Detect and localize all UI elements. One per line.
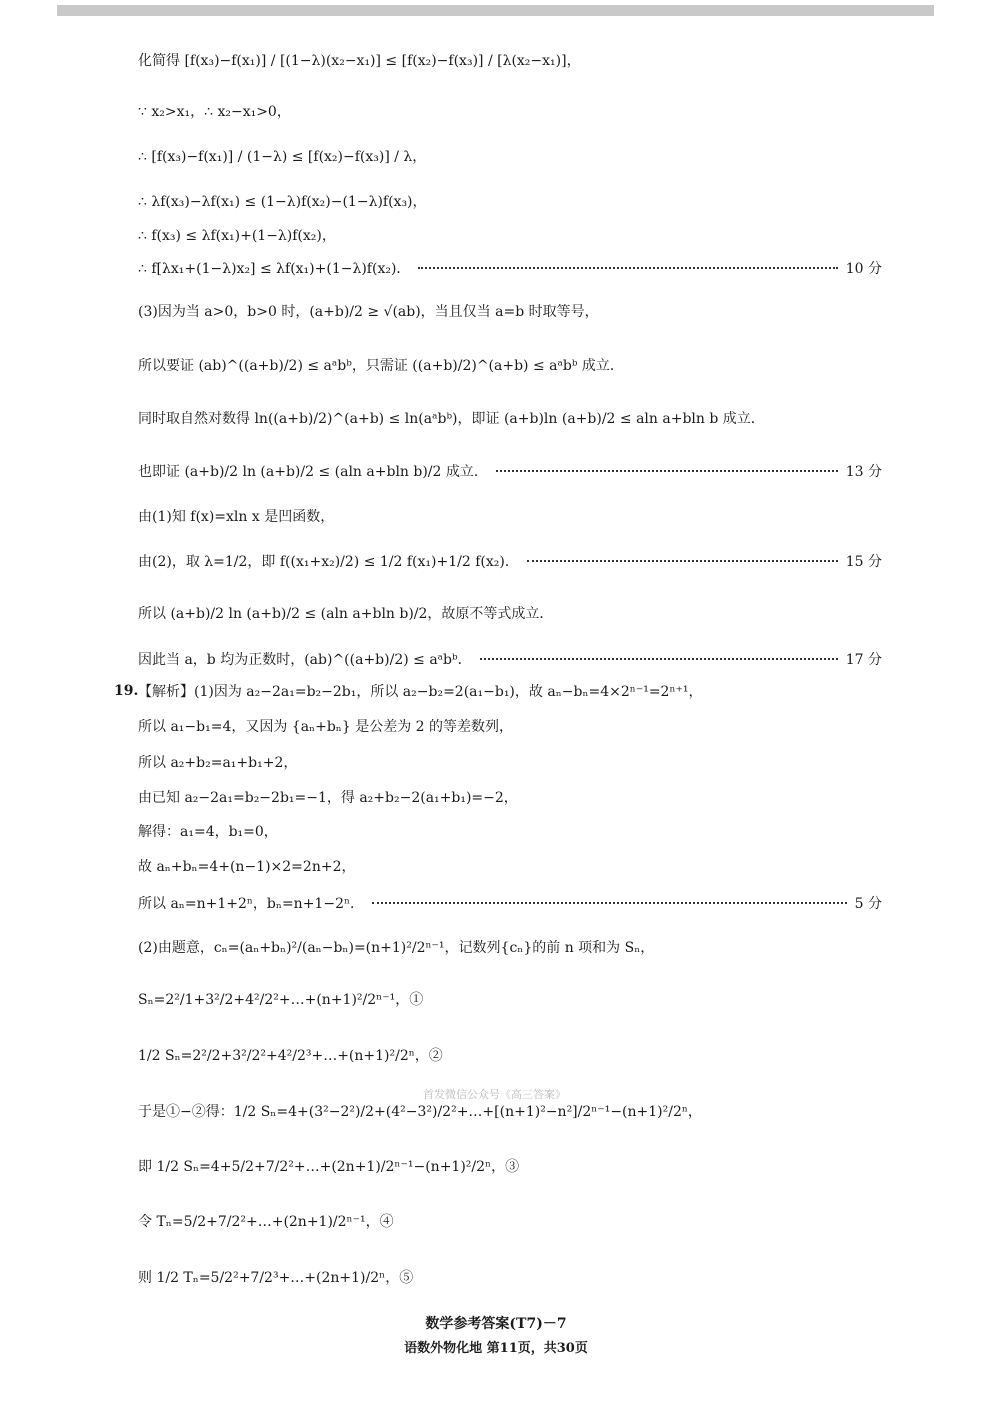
score-line <box>138 651 882 669</box>
math-line: 由(1)知 f(x)=xln x 是凹函数， <box>138 509 335 525</box>
top-gray-bar <box>57 5 934 16</box>
math-line: 所以 a₂+b₂=a₁+b₁+2， <box>138 755 298 771</box>
math-line: ∴ f(x₃) ≤ λf(x₁)+(1−λ)f(x₂)， <box>138 228 336 244</box>
math-line: 所以 a₁−b₁=4，又因为 {aₙ+bₙ} 是公差为 2 的等差数列， <box>138 719 514 735</box>
dot-leader <box>527 560 838 562</box>
math-line: 解得：a₁=4，b₁=0， <box>138 824 278 840</box>
dot-leader <box>418 267 837 269</box>
math-line: 即 1/2 Sₙ=4+5/2+7/2²+…+(2n+1)/2ⁿ⁻¹−(n+1)²/2ⁿ，③ <box>138 1159 520 1175</box>
score-label: 10 分 <box>845 261 882 277</box>
dot-leader <box>480 658 838 660</box>
math-line: ∵ x₂>x₁，∴ x₂−x₁>0， <box>138 104 291 120</box>
math-line: 所以 aₙ=n+1+2ⁿ，bₙ=n+1−2ⁿ． <box>138 896 365 912</box>
math-line: 则 1/2 Tₙ=5/2²+7/2³+…+(2n+1)/2ⁿ，⑤ <box>138 1270 414 1286</box>
score-line <box>138 553 882 571</box>
watermark: 首发微信公众号《高三答案》 <box>423 1088 566 1101</box>
math-line: 因此当 a，b 均为正数时，(ab)^((a+b)/2) ≤ aᵃbᵇ． <box>138 652 472 668</box>
question-number: 19. <box>114 683 139 699</box>
math-line: 化简得 [f(x₃)−f(x₁)] / [(1−λ)(x₂−x₁)] ≤ [f(x₂)−f(x₃)] / [λ(x₂−x₁)]， <box>138 53 581 69</box>
score-line <box>138 463 882 481</box>
footer-answer-label: 数学参考答案(T7)－7 <box>425 1316 567 1332</box>
math-line: 故 aₙ+bₙ=4+(n−1)×2=2n+2， <box>138 859 356 875</box>
math-line: 由(2)，取 λ=1/2，即 f((x₁+x₂)/2) ≤ 1/2 f(x₁)+1/2 f(x₂)． <box>138 554 519 570</box>
math-line: ∴ λf(x₃)−λf(x₁) ≤ (1−λ)f(x₂)−(1−λ)f(x₃)， <box>138 194 427 210</box>
footer-page-info: 语数外物化地 第11页，共30页 <box>404 1341 588 1356</box>
dot-leader <box>372 902 847 904</box>
math-line: 【解析】(1)因为 a₂−2a₁=b₂−2b₁，所以 a₂−b₂=2(a₁−b₁)，故 aₙ−bₙ=4×2ⁿ⁻¹=2ⁿ⁺¹， <box>138 684 703 700</box>
math-line: (2)由题意，cₙ=(aₙ+bₙ)²/(aₙ−bₙ)=(n+1)²/2ⁿ⁻¹，记数列{cₙ}的前 n 项和为 Sₙ， <box>138 940 655 956</box>
math-line: ∴ f[λx₁+(1−λ)x₂] ≤ λf(x₁)+(1−λ)f(x₂)． <box>138 261 411 277</box>
score-label: 13 分 <box>845 464 882 480</box>
math-line: 于是①−②得：1/2 Sₙ=4+(3²−2²)/2+(4²−3²)/2²+…+[(n+1)²−n²]/2ⁿ⁻¹−(n+1)²/2ⁿ， <box>138 1104 702 1120</box>
math-line: 所以 (a+b)/2 ln (a+b)/2 ≤ (aln a+bln b)/2，故原不等式成立． <box>138 606 554 622</box>
math-line: 所以要证 (ab)^((a+b)/2) ≤ aᵃbᵇ，只需证 ((a+b)/2)^(a+b) ≤ aᵃbᵇ 成立． <box>138 358 624 374</box>
score-line <box>138 260 882 278</box>
math-line: ∴ [f(x₃)−f(x₁)] / (1−λ) ≤ [f(x₂)−f(x₃)] / λ， <box>138 149 427 165</box>
math-line: 1/2 Sₙ=2²/2+3²/2²+4²/2³+…+(n+1)²/2ⁿ，② <box>138 1048 443 1064</box>
score-label: 15 分 <box>845 554 882 570</box>
math-line: (3)因为当 a>0，b>0 时，(a+b)/2 ≥ √(ab)，当且仅当 a=b 时取等号， <box>138 304 599 320</box>
math-line: Sₙ=2²/1+3²/2+4²/2²+…+(n+1)²/2ⁿ⁻¹，① <box>138 992 424 1008</box>
math-line: 令 Tₙ=5/2+7/2²+…+(2n+1)/2ⁿ⁻¹，④ <box>138 1214 394 1230</box>
math-line: 也即证 (a+b)/2 ln (a+b)/2 ≤ (aln a+bln b)/2 成立． <box>138 464 488 480</box>
score-line <box>138 895 882 913</box>
score-label: 5 分 <box>854 896 882 912</box>
dot-leader <box>496 470 838 472</box>
math-line: 同时取自然对数得 ln((a+b)/2)^(a+b) ≤ ln(aᵃbᵇ)，即证 (a+b)ln (a+b)/2 ≤ aln a+bln b 成立． <box>138 411 765 427</box>
math-line: 由已知 a₂−2a₁=b₂−2b₁=−1，得 a₂+b₂−2(a₁+b₁)=−2， <box>138 790 518 806</box>
score-label: 17 分 <box>845 652 882 668</box>
